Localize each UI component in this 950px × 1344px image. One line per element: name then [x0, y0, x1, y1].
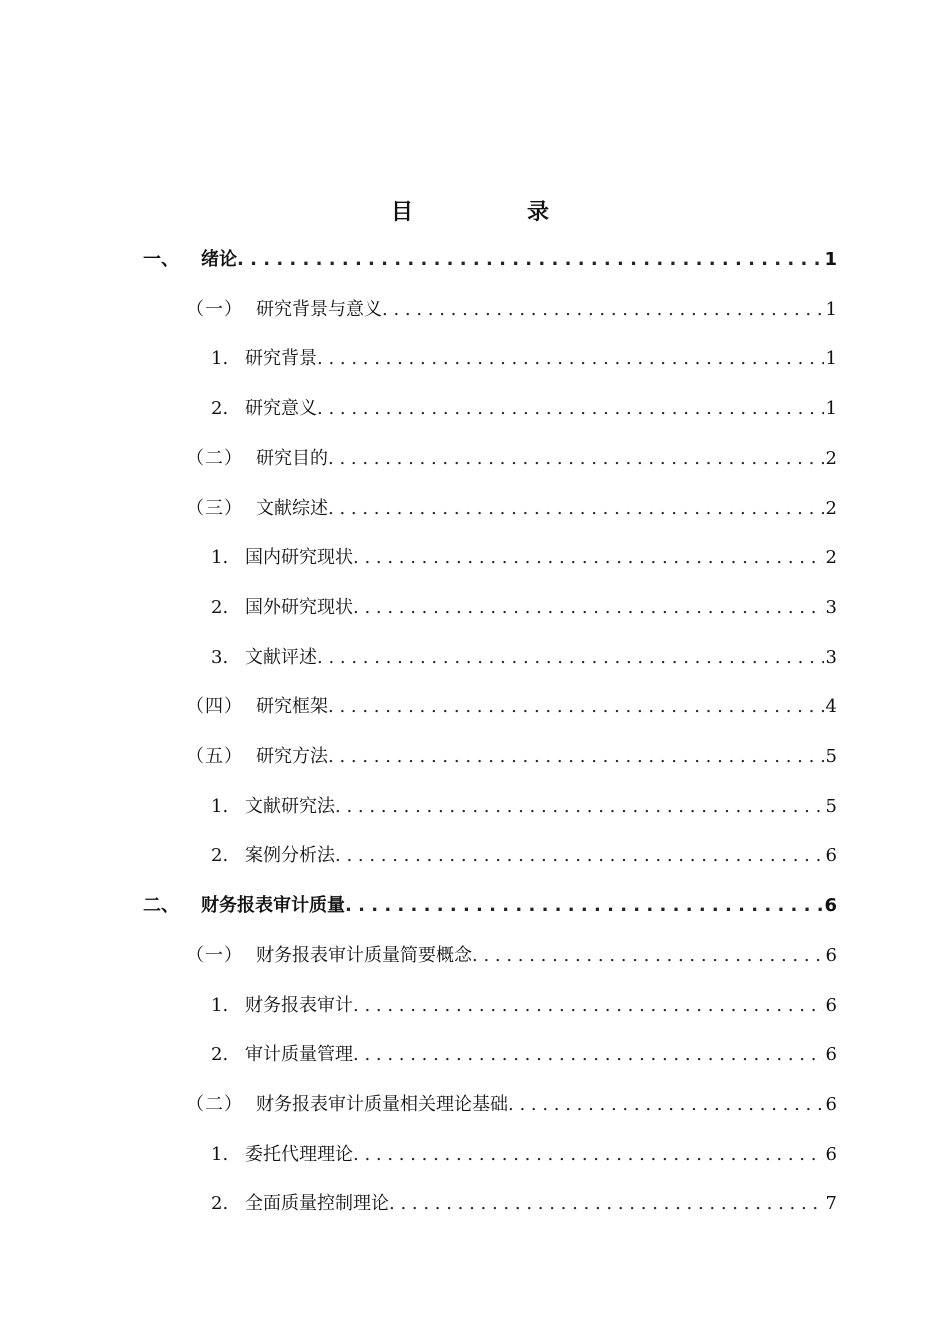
toc-entry-label: 审计质量管理	[245, 1044, 353, 1065]
toc-entry[interactable]	[186, 494, 837, 524]
toc-dot-leader	[353, 991, 824, 1021]
toc-entry-number: 1.	[211, 547, 229, 568]
toc-dot-leader	[345, 891, 822, 921]
toc-entry-page-number: 5	[825, 746, 837, 767]
toc-entry[interactable]	[186, 1090, 837, 1120]
toc-entry-page-number: 5	[825, 796, 837, 817]
toc-entry-number: （一）	[186, 945, 243, 966]
toc-dot-leader	[353, 543, 824, 573]
toc-entry-number: （四）	[186, 696, 243, 717]
toc-dot-leader	[508, 1090, 824, 1120]
toc-entry-label: 财务报表审计	[245, 995, 353, 1016]
toc-entry-number: 3.	[211, 647, 229, 668]
toc-entry[interactable]	[211, 1189, 837, 1219]
toc-entry-label: 全面质量控制理论	[245, 1193, 389, 1214]
toc-entry[interactable]	[143, 891, 837, 921]
toc-dot-leader	[353, 593, 824, 623]
toc-entry-label: 案例分析法	[245, 845, 335, 866]
toc-entry-number: （三）	[186, 498, 243, 519]
toc-entry-page-number: 6	[825, 995, 837, 1016]
toc-entry[interactable]	[186, 444, 837, 474]
toc-dot-leader	[353, 1040, 824, 1070]
toc-entry[interactable]	[186, 692, 837, 722]
toc-entry[interactable]	[186, 295, 837, 325]
toc-entry-label: 文献评述	[245, 647, 317, 668]
toc-entry[interactable]	[211, 394, 837, 424]
toc-entry-number: 一、	[143, 249, 179, 270]
toc-entry-label: 财务报表审计质量	[201, 895, 345, 916]
toc-entry-label: 研究框架	[256, 696, 328, 717]
toc-entry-number: 二、	[143, 895, 179, 916]
toc-entry-label: 文献综述	[256, 498, 328, 519]
toc-entry-page-number: 2	[825, 498, 837, 519]
toc-entry[interactable]	[211, 841, 837, 871]
toc-entry-number: （二）	[186, 1094, 243, 1115]
toc-entry-number: 2.	[211, 1044, 229, 1065]
toc-entry-label: 研究背景	[245, 348, 317, 369]
toc-entry-label: 委托代理理论	[245, 1144, 353, 1165]
toc-entry-page-number: 6	[825, 1044, 837, 1065]
toc-entry-number: 1.	[211, 796, 229, 817]
toc-entry-page-number: 6	[825, 1094, 837, 1115]
toc-entry-page-number: 1	[825, 348, 837, 369]
toc-entry[interactable]	[143, 245, 837, 275]
toc-entry-number: 1.	[211, 348, 229, 369]
toc-entry[interactable]	[186, 941, 837, 971]
toc-dot-leader	[328, 444, 824, 474]
toc-entry[interactable]	[211, 344, 837, 374]
toc-entry-label: 国内研究现状	[245, 547, 353, 568]
toc-entry-label: 财务报表审计质量简要概念	[256, 945, 472, 966]
toc-dot-leader	[328, 692, 824, 722]
toc-entry[interactable]	[211, 991, 837, 1021]
toc-entry-number: 1.	[211, 1144, 229, 1165]
toc-entry-label: 绪论	[201, 249, 237, 270]
toc-dot-leader	[317, 394, 824, 424]
toc-dot-leader	[317, 643, 824, 673]
toc-dot-leader	[335, 792, 824, 822]
toc-entry-label: 研究目的	[256, 448, 328, 469]
toc-dot-leader	[382, 295, 824, 325]
toc-entry[interactable]	[211, 643, 837, 673]
toc-entry-number: 2.	[211, 845, 229, 866]
toc-entry-label: 财务报表审计质量相关理论基础	[256, 1094, 508, 1115]
toc-entry-number: （二）	[186, 448, 243, 469]
toc-entry[interactable]	[211, 593, 837, 623]
toc-entry[interactable]	[186, 742, 837, 772]
toc-entry-number: 2.	[211, 398, 229, 419]
toc-entry-page-number: 3	[825, 597, 837, 618]
toc-entry-label: 研究背景与意义	[256, 299, 382, 320]
toc-dot-leader	[353, 1140, 824, 1170]
toc-entry-number: 1.	[211, 995, 229, 1016]
toc-entry-number: （五）	[186, 746, 243, 767]
toc-dot-leader	[317, 344, 824, 374]
toc-dot-leader	[237, 245, 822, 275]
toc-entry-page-number: 3	[825, 647, 837, 668]
toc-entry[interactable]	[211, 1140, 837, 1170]
toc-entry-number: 2.	[211, 597, 229, 618]
toc-entry-page-number: 6	[825, 1144, 837, 1165]
toc-entry-page-number: 1	[824, 249, 837, 270]
toc-entry-number: （一）	[186, 299, 243, 320]
toc-entry-label: 国外研究现状	[245, 597, 353, 618]
toc-dot-leader	[472, 941, 824, 971]
toc-entry-label: 研究方法	[256, 746, 328, 767]
toc-entry-page-number: 6	[825, 845, 837, 866]
toc-dot-leader	[328, 494, 824, 524]
toc-entry[interactable]	[211, 543, 837, 573]
toc-dot-leader	[389, 1189, 824, 1219]
toc-entry-page-number: 2	[825, 547, 837, 568]
toc-entry-page-number: 1	[825, 398, 837, 419]
toc-title: 目 录	[390, 200, 595, 225]
toc-entry-page-number: 6	[825, 945, 837, 966]
toc-entry-page-number: 2	[825, 448, 837, 469]
toc-entry-page-number: 1	[825, 299, 837, 320]
toc-entry-page-number: 6	[824, 895, 837, 916]
toc-entry-page-number: 4	[825, 696, 837, 717]
toc-dot-leader	[328, 742, 824, 772]
toc-entry-number: 2.	[211, 1193, 229, 1214]
toc-entry[interactable]	[211, 792, 837, 822]
toc-entry-label: 研究意义	[245, 398, 317, 419]
toc-entry[interactable]	[211, 1040, 837, 1070]
toc-dot-leader	[335, 841, 824, 871]
toc-entry-page-number: 7	[825, 1193, 837, 1214]
toc-entry-label: 文献研究法	[245, 796, 335, 817]
